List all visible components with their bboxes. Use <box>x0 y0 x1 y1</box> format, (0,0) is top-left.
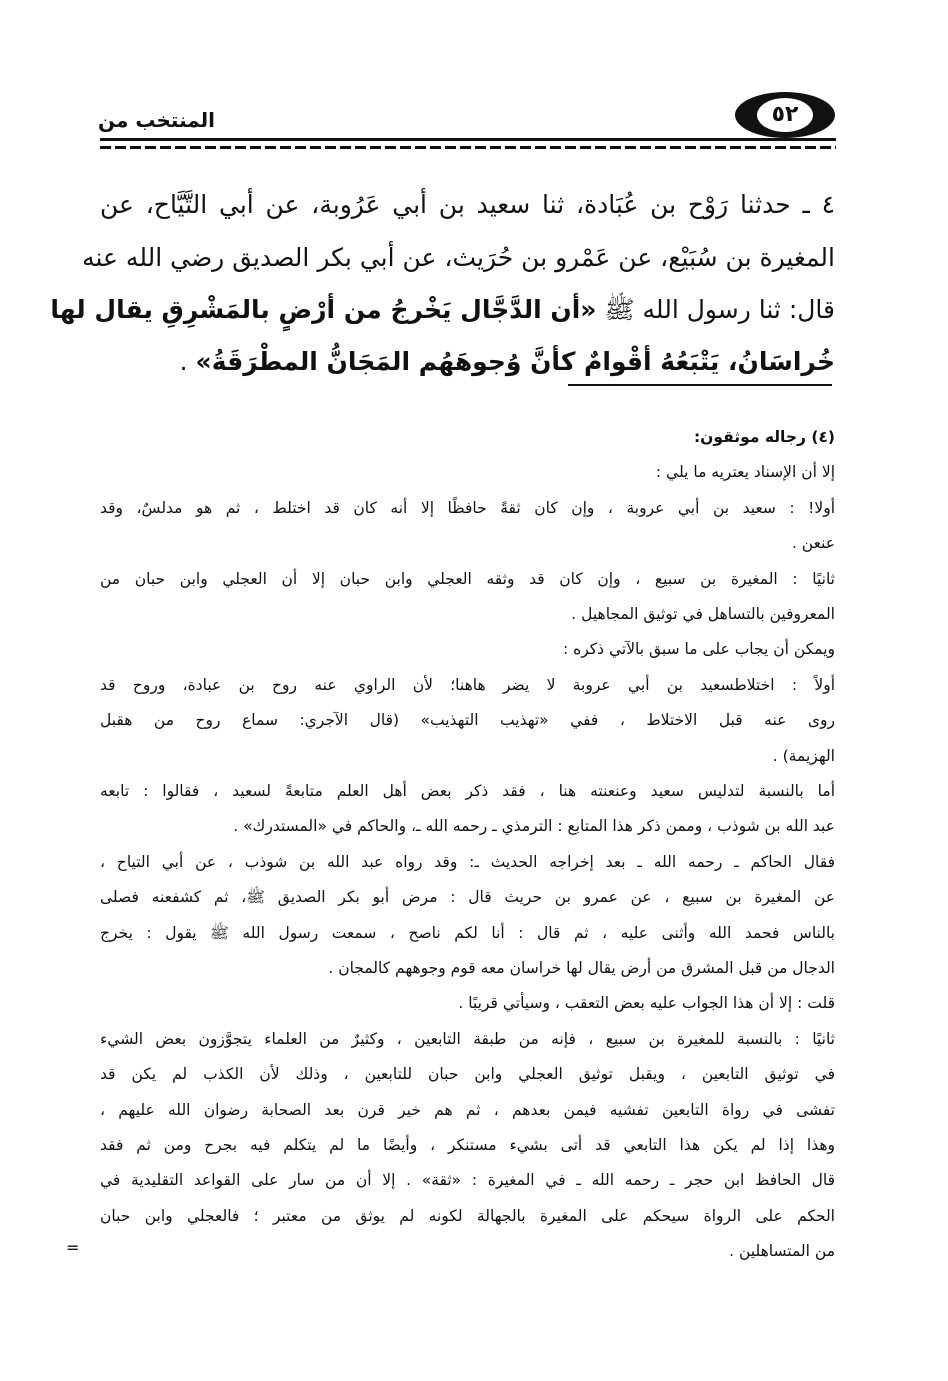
footnote-line: الدجال من قبل المشرق من أرض يقال لها خراسان معه قوم وجوههم كالمجان . <box>328 959 835 977</box>
hadith-matn: «أن الدَّجَّال يَخْرجُ من أرْضٍ بالمَشْرِقِ يقال لها <box>50 295 597 324</box>
footnote-line: فقال الحاكم ـ رحمه الله ـ بعد إخراجه الحديث ـ: وقد رواه عبد الله بن شوذب ، عن أبي التياح ، <box>100 852 835 871</box>
running-header-title: المنتخب من <box>98 108 216 132</box>
page-number-badge <box>735 92 835 138</box>
footnote-line: الهزيمة) . <box>772 746 835 765</box>
footnote-line: إلا أن الإسناد يعتريه ما يلي : <box>655 463 835 482</box>
footnote-line: أولا! : سعيد بن أبي عروبة ، وإن كان ثقةً حافظًا إلا أنه كان قد اختلط ، ثم هو مدلسٌ، وقد <box>100 498 835 517</box>
footnote-line: المعروفين بالتساهل في توثيق المجاهيل . <box>571 605 835 623</box>
footnote-line: أولاً : اختلاطسعيد بن أبي عروبة لا يضر هاهنا؛ لأن الراوي عنه روح بن عبادة، وروح قد <box>100 675 835 694</box>
footnote-line: ويمكن أن يجاب على ما سبق بالآتي ذكره : <box>562 640 835 659</box>
hadith-isnad: . <box>179 347 196 376</box>
footnote-line: وهذا إذا لم يكن هذا التابعي قد أتى بشيء مستنكر ، وأيضًا ما لم يتكلم فيه بجرح ومن ثم فقد <box>100 1136 835 1154</box>
footnote-line: عن المغيرة بن سبيع ، عن عمرو بن حريث قال : مرض أبو بكر الصديق ﷺ، ثم كشفعنه فصلى <box>100 888 835 907</box>
footnote-line: قلت : إلا أن هذا الجواب عليه بعض التعقب ، وسيأتي قريبًا . <box>458 994 835 1013</box>
footnote-line: عنعن . <box>791 534 835 553</box>
hadith-line <box>50 290 835 330</box>
hadith-matn: خُراسَانُ، يَتْبَعُهُ أقْوامٌ كأنَّ وُجوهَهُم المَجَانُّ المطْرَقَةُ» <box>195 347 835 376</box>
footnote-line: روى عنه قبل الاختلاط ، ففي «تهذيب التهذيب» (قال الآجري: سماع روح من هقبل <box>100 711 835 730</box>
footnote-line: ثانيًا : بالنسبة للمغيرة بن سبيع ، فإنه من طبقة التابعين ، وكثيرٌ من العلماء يتجوَّزون بعض الشيء <box>100 1029 835 1048</box>
header-rule <box>100 138 836 141</box>
footnote-line: ثانيًا : المغيرة بن سبيع ، وإن كان قد وثقه العجلي وابن حبان إلا أن العجلي وابن حبان من <box>100 569 835 588</box>
footnote-line: أما بالنسبة لتدليس سعيد وعنعنته هنا ، فقد ذكر بعض أهل العلم متابعةً لسعيد ، فقالوا : تابعه <box>100 782 835 800</box>
footnote-line: الحكم على الرواة سيحكم على المغيرة بالجهالة لكونه لم يوثق من معتبر ؛ فالعجلي وابن حبان <box>100 1206 835 1225</box>
footnote-line: من المتساهلين . <box>729 1242 835 1261</box>
footnote-line: تفشى في رواة التابعين تفشيه فيمن بعدهم ، ثم هم خير قرن بعد الصحابة رضوان الله عليهم ، <box>100 1100 835 1119</box>
footnote-heading: (٤) رجاله موثقون: <box>693 428 835 446</box>
hadith-isnad: المغيرة بن سُبَيْع، عن عَمْرو بن حُرَيث، عن أبي بكر الصديق رضي الله عنه <box>82 243 835 272</box>
header-dashed-rule <box>100 146 836 149</box>
hadith-line <box>82 238 835 278</box>
footnote-line: في توثيق التابعين ، ويقبل توثيق العجلي وابن حبان للتابعين ، وذلك لأن الكذب لم يكن قد <box>100 1065 835 1084</box>
hadith-isnad: ٤ ـ حدثنا رَوْح بن عُبَادة، ثنا سعيد بن أبي عَرُوبة، عن أبي التَّيَّاح، عن <box>100 190 835 219</box>
footnote-line: قال الحافظ ابن حجر ـ رحمه الله ـ في المغيرة : «ثقة» . إلا أن من سار على القواعد التقليدية في <box>100 1171 835 1190</box>
hadith-line <box>100 342 835 382</box>
footnote-line: عبد الله بن شوذب ، وممن ذكر هذا المتابع : الترمذي ـ رحمه الله ـ، والحاكم في «المستدرك» . <box>233 817 835 836</box>
page-number: ٥٢ <box>757 98 813 132</box>
footnote-line: بالناس فحمد الله وأثنى عليه ، ثم قال : أنا لكم ناصح ، سمعت رسول الله ﷺ يقول : يخرج <box>100 923 835 942</box>
footnote-separator <box>568 384 832 386</box>
hadith-isnad: قال: ثنا رسول الله ﷺ <box>596 295 835 324</box>
hadith-line <box>100 185 835 225</box>
continuation-mark: = <box>66 1238 80 1257</box>
